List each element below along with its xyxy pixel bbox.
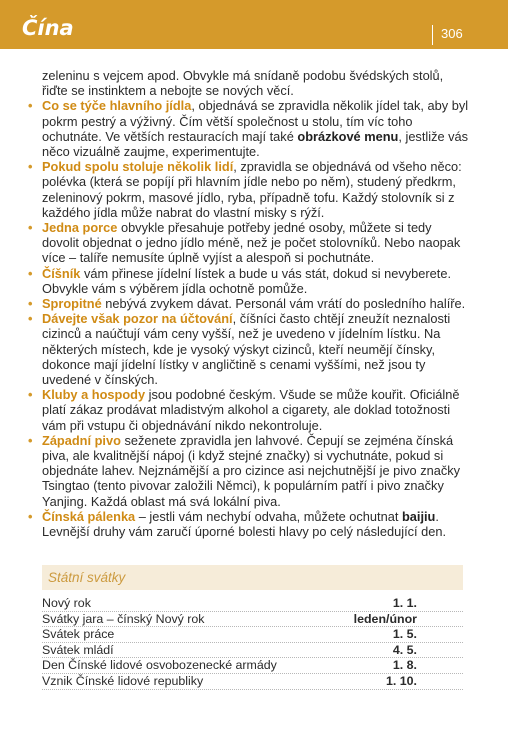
highlighted-term: Dávejte však pozor na účtování <box>42 311 233 327</box>
item-text: , zpravidla se objednává od všeho něco: polévka (která se popíjí při hlavním jídle nebo po něm), studený předkrm, zeleninový pokrm, masové jídlo, ryba, případně tofu. Každý stolovník si z každého jídla může nabrat do vlastní misky s rýží. <box>42 159 462 220</box>
main-text <box>28 68 470 540</box>
item-text: , jestliže vás něco vizuálně zaujme, experimentujte. <box>42 128 469 160</box>
highlighted-term: Spropitné <box>42 296 102 312</box>
bullet-icon: • <box>28 508 33 524</box>
header-divider <box>432 25 433 45</box>
highlighted-term: Číšník <box>42 265 81 281</box>
item-text: obvykle přesahuje potřeby jedné osoby, můžete si tedy dovolit objednat o jedno jídlo méně, než je počet stolovníků. Nebo naopak více – talíře nemusíte úplně vyjíst a alespoň si pochutnáte. <box>42 220 461 266</box>
bullet-icon: • <box>28 387 33 403</box>
table-row <box>42 596 463 612</box>
bullet-icon: • <box>28 98 33 114</box>
table-row <box>42 674 463 690</box>
item-text: nebývá zvykem dávat. Personál vám vrátí do posledního halíře. <box>101 296 466 312</box>
holiday-date: 1. 10. <box>385 673 417 688</box>
holiday-name: Svátek práce <box>42 627 115 642</box>
highlighted-term: Jedna porce <box>42 220 118 236</box>
item-text: vám přinese jídelní lístek a bude u vás stát, dokud si nevyberete. Obvykle vám s výběrem jídla ochotně pomůže. <box>42 265 452 296</box>
holiday-name: Nový rok <box>42 596 91 610</box>
bullet-icon: • <box>28 432 33 448</box>
highlighted-term: Čínská pálenka <box>42 508 136 524</box>
item-text: – jestli vám nechybí odvaha, můžete ochutnat <box>135 508 402 524</box>
item-text: jsou podobné českým. Všude se může kouřit. Oficiálně platí zákaz prodávat mladistvým alkohol a cigarety, ale doklad totožnosti vám při vstupu či objednávání nikdo nekontroluje. <box>42 387 460 433</box>
holiday-name: Svátek mládí <box>42 642 114 657</box>
table-row <box>42 627 463 643</box>
holiday-date: 1. 5. <box>392 627 417 642</box>
list-item <box>28 387 470 433</box>
item-text: . Levnější druhy vám zaručí úporné bolesti hlavy po celý následující den. <box>42 508 447 540</box>
bullet-list <box>28 98 470 540</box>
highlighted-term: Co se týče hlavního jídla <box>42 98 192 114</box>
item-text: seženete zpravidla jen lahvové. Čepují se zejména čínská piva, ale kvalitnější nápoj (i když stejné značky) si vychutnáte, pokud si objednáte lahev. Nejznámější a pro cizince asi nejchutnější je pivo značky Tsingtao (tento pivovar založili Němci), k populárním patří i pivo značky Yanjing. Každá oblast má svá lokální piva. <box>42 432 461 509</box>
bullet-icon: • <box>28 265 33 281</box>
table-row <box>42 643 463 659</box>
list-item <box>28 296 470 312</box>
bullet-icon: • <box>28 220 33 236</box>
list-item <box>28 220 470 266</box>
chapter-title: Čína <box>22 16 74 40</box>
holidays-heading-bar <box>42 565 463 590</box>
bullet-icon: • <box>28 159 33 175</box>
holidays-table <box>42 596 463 690</box>
holiday-date: 1. 1. <box>392 596 417 610</box>
highlighted-term: Pokud spolu stoluje několik lidí <box>42 159 234 175</box>
holidays-heading: Státní svátky <box>48 570 126 585</box>
page-number: 306 <box>441 26 463 41</box>
list-item <box>28 311 470 388</box>
highlighted-term: Kluby a hospody <box>42 387 146 403</box>
highlighted-term: Západní pivo <box>42 432 121 448</box>
list-item <box>28 508 470 540</box>
holidays-box <box>42 565 463 690</box>
highlighted-term: baijiu <box>401 508 436 524</box>
bullet-icon: • <box>28 296 33 312</box>
page-header <box>0 0 508 49</box>
table-row <box>42 612 463 628</box>
intro-paragraph: zeleninu s vejcem apod. Obvykle má snídaně podobu švédských stolů, řiďte se instinktem a nebojte se nových věcí. <box>42 68 444 99</box>
holiday-date: 4. 5. <box>392 642 417 657</box>
list-item <box>28 432 470 509</box>
highlighted-term: obrázkové menu <box>297 128 399 144</box>
item-text: , objednává se zpravidla několik jídel tak, aby byl pokrm pestrý a výživný. Čím větší společnost u stolu, tím víc toho ochutnáte. Ve větších restauracích mají také <box>42 98 469 144</box>
holiday-date: leden/únor <box>353 611 417 626</box>
item-text: , číšníci často chtějí zneužít neznalosti cizinců a naúčtují vám ceny vyšší, než je uvedeno v jídelním lístku. Na některých místech, kde je vysoký výskyt cizinců, kteří neumějí čínsky, dokonce mají jídelní lístky v angličtině s cenami vyššími, než jsou ty uvedené v čínských. <box>42 311 451 388</box>
holiday-name: Den Čínské lidové osvobozenecké armády <box>42 658 277 673</box>
list-item <box>28 265 470 296</box>
bullet-icon: • <box>28 311 33 327</box>
list-item <box>28 98 470 160</box>
holiday-name: Svátky jara – čínský Nový rok <box>42 611 205 626</box>
holiday-date: 1. 8. <box>392 658 417 673</box>
holiday-name: Vznik Čínské lidové republiky <box>42 673 204 688</box>
list-item <box>28 159 470 220</box>
table-row <box>42 658 463 674</box>
